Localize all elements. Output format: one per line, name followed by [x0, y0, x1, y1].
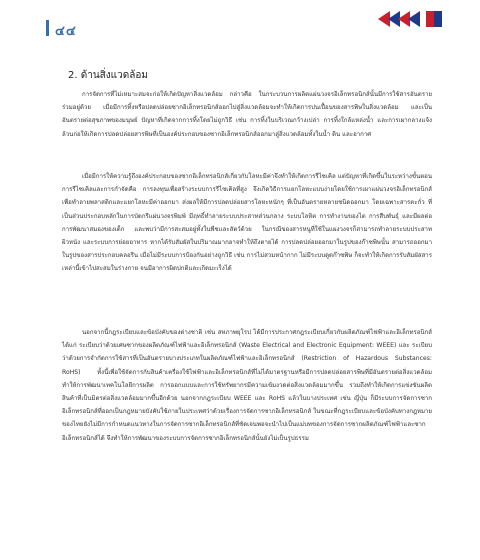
paragraph-1-text: การจัดการที่ไม่เหมาะสมจะก่อให้เกิดปัญหาสิ่งแวดล้อม กล่าวคือ ในกระบวนการผลิตแผ่นวงจรอิเล็กทรอนิกส์นั้นมีการใช้สารอันตรายร่วมอยู่ด้วย เมื่อมีการทิ้งหรือปลดปล่อยซากอิเล็กทรอนิกส์ออกไปสู่สิ่งแวดล้อมจะทำให้เกิดการปนเปื้อนของสารพิษในสิ่งแวดล้อม และเป็นอันตรายต่อสุขภาพของมนุษย์ ปัญหาที่เกิดจากการทิ้งโดยไม่ถูกวิธี เช่น การทิ้งในบริเวณกว้างเปล่า การทิ้งใกล้แหล่งน้ำ และการเผากลางแจ้ง ล้วนก่อให้เกิดการปลดปล่อยสารพิษที่เป็นองค์ประกอบของซากอิเล็กทรอนิกส์ออกมาสู่สิ่งแวดล้อมทั้งในน้ำ ดิน และอากาศ: [62, 91, 432, 138]
page-number-bar: [46, 20, 49, 36]
page-header: [0, 0, 480, 50]
paragraph-2: [62, 170, 432, 276]
paragraph-3-text: นอกจากนี้กฎระเบียบและข้อบังคับของต่างชาติ เช่น สหภาพยุโรป ได้มีการประกาศกฎระเบียบเกี่ยวกับผลิตภัณฑ์ไฟฟ้าและอิเล็กทรอนิกส์ ได้แก่ ระเบียบว่าด้วยเศษซากของผลิตภัณฑ์ไฟฟ้าและอิเล็กทรอนิกส์ (Waste Electrical and Electronic Equipment: WEEE) และ ระเบียบว่าด้วยการจำกัดการใช้สารที่เป็นอันตรายบางประเภทในผลิตภัณฑ์ไฟฟ้าและอิเล็กทรอนิกส์ (Restriction of Hazardous Substances: RoHS) ทั้งนี้เพื่อใช้จัดการกับสินค้าเครื่องใช้ไฟฟ้าและอิเล็กทรอนิกส์ที่ไม่ได้มาตรฐานหรือมีการปลดปล่อยสารพิษที่มีอันตรายต่อสิ่งแวดล้อม ทำให้การพัฒนาเทคโนโลยีการผลิต การออกแบบและการใช้ทรัพยากรมีความเข้มงวดต่อสิ่งแวดล้อมมากขึ้น รวมถึงทำให้เกิดการแข่งขันผลิตสินค้าที่เป็นมิตรต่อสิ่งแวดล้อมมากขึ้นอีกด้วย นอกจากกฎระเบียบ WEEE และ RoHS แล้วในบางประเทศ เช่น ญี่ปุ่น ก็มีระบบการจัดการซากอิเล็กทรอนิกส์ที่ออกเป็นกฎหมายบังคับใช้ภายในประเทศว่าด้วยเรื่องการจัดการซากอิเล็กทรอนิกส์ ในขณะที่กฎระเบียบและข้อบังคับทางกฎหมายของไทยยังไม่มีการกำหนดแนวทางในการจัดการซากอิเล็กทรอนิกส์ที่ชัดเจนพอจะนำไปเป็นแม่บทของการจัดการซากผลิตภัณฑ์ไฟฟ้าและซากอิเล็กทรอนิกส์ได้ จึงทำให้การพัฒนาของระบบการจัดการซากอิเล็กทรอนิกส์นั้นยังไม่เป็นรูปธรรม: [62, 329, 432, 442]
chevron-decoration-icon: [370, 11, 446, 27]
page-number: ๔๔: [55, 24, 77, 39]
paragraph-3: [62, 326, 432, 445]
section-title: 2. ด้านสิ่งแวดล้อม: [68, 70, 148, 81]
paragraph-1: [62, 88, 432, 141]
paragraph-2-text: เมื่อมีการให้ความรู้ถึงองค์ประกอบของซากอิเล็กทรอนิกส์เกี่ยวกับโลหะมีค่าจึงทำให้เกิดการรีไซเคิล แต่ปัญหาที่เกิดขึ้นในระหว่างขั้นตอนการรีไซเคิลและการกำจัดคือ การลงทุนเพื่อสร้างระบบการรีไซเคิลที่สูง จึงเกิดวิธีการแยกโลหะแบบง่ายโดยใช้การเผาแผ่นวงจรอิเล็กทรอนิกส์เพื่อทำลายพลาสติกและแยกโลหะมีค่าออกมา ส่งผลให้มีการปลดปล่อยสารโลหะหนักๆ ที่เป็นอันตรายหลายชนิดออกมา โดยเฉพาะสารตะกั่ว ที่เป็นส่วนประกอบหลักในการบัดกรีแผ่นวงจรพิมพ์ มีฤทธิ์ทำลายระบบประสาทส่วนกลาง ระบบโลหิต การทำงานของไต การสืบพันธุ์ และมีผลต่อการพัฒนาสมองของเด็ก และพบว่ามีการสะสมอยู่ทั้งในพืชและสัตว์ด้วย ในกรณีของสารหนูที่ใช้ในแผงวงจรก็สามารถทำลายระบบประสาท ผิวหนัง และระบบการย่อยอาหาร หากได้รับสัมผัสในปริมาณมากอาจทำให้ถึงตายได้ การปลดปล่อยออกมาในรูปของก๊าซพิษนั้น สามารถออกมาในรูปของสารประกอบคลอรีน เมื่อไม่มีระบบการป้องกันอย่างถูกวิธี เช่น การไม่สวมหน้ากาก ไม่มีระบบดูดก๊าซพิษ ก็จะทำให้เกิดการรับสัมผัสสารเหล่านี้เข้าไปสะสมในร่างกาย จนมีอาการผิดปกติและเกิดมะเร็งได้: [62, 173, 432, 273]
